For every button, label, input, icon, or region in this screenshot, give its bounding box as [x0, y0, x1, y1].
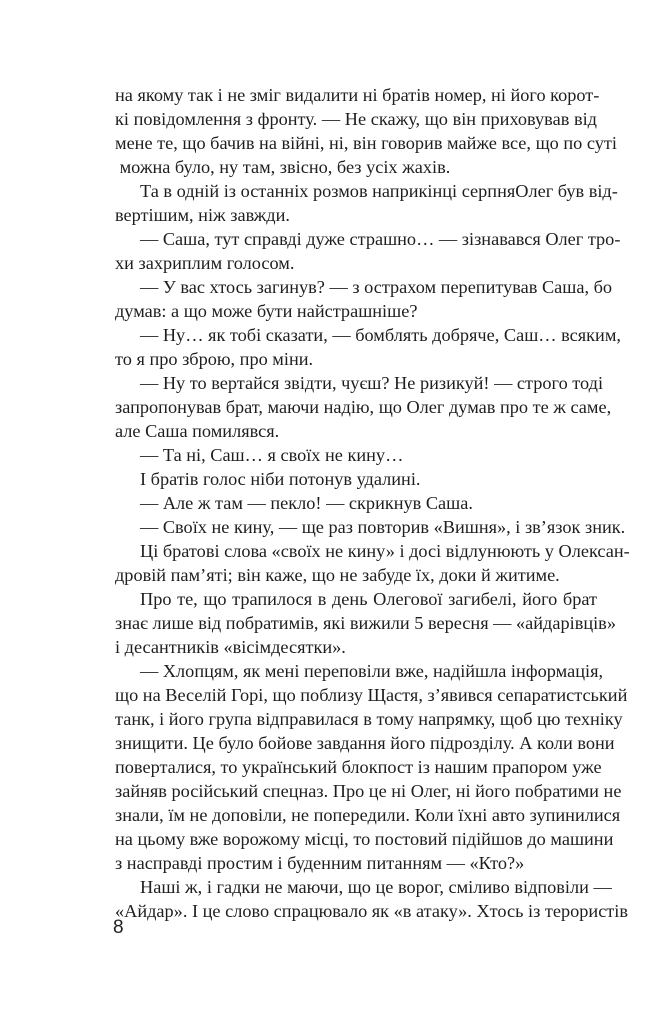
- text-line: думав: а що може бути найстрашніше?: [115, 301, 418, 321]
- text-line: але Саша помилявся.: [115, 421, 280, 441]
- text-line: на цьому вже ворожому місці, то постовий підійшов до машини: [115, 829, 614, 849]
- text-line: вертішим, ніж завжди.: [115, 205, 290, 225]
- text-line: то я про зброю, про міни.: [115, 349, 314, 369]
- text-line: Ці братові слова «своїх не кину» і досі відлунюють у Олексан-: [140, 541, 630, 561]
- text-line: кі повідомлення з фронту. — Не скажу, що він приховував від: [115, 109, 597, 129]
- text-line: хи захриплим голосом.: [115, 253, 295, 273]
- text-line: Про те, що трапилося в день Олегової загибелі, його брат: [140, 589, 597, 609]
- text-line: запропонував брат, маючи надію, що Олег думав про те ж саме,: [115, 397, 612, 417]
- text-line: — У вас хтось загинув? — з острахом перепитував Саша, бо: [140, 277, 613, 297]
- text-line: Наші ж, і гадки не маючи, що це ворог, сміливо відповіли —: [140, 877, 612, 897]
- text-line: — Саша, тут справді дуже страшно… — зізнавався Олег тро-: [140, 229, 621, 249]
- text-line: Та в одній із останніх розмов наприкінці серпняОлег був від-: [140, 181, 618, 201]
- text-line: можна було, ну там, звісно, без усіх жахів.: [115, 157, 451, 177]
- text-line: — Але ж там — пекло! — скрикнув Саша.: [140, 493, 473, 513]
- text-line: знає лише від побратимів, які вижили 5 вересня — «айдарівців»: [115, 613, 616, 633]
- text-line: мене те, що бачив на війні, ні, він говорив майже все, що по суті: [115, 133, 617, 153]
- text-line: — Ну то вертайся звідти, чуєш? Не ризикуй! — строго тоді: [140, 373, 604, 393]
- text-line: і десантників «вісімдесятки».: [115, 637, 346, 657]
- text-line: І братів голос ніби потонув удалині.: [140, 469, 421, 489]
- text-line: знали, їм не доповіли, не попередили. Коли їхні авто зупинилися: [115, 805, 621, 825]
- text-line: — Ну… як тобі сказати, — бомблять добряче, Саш… всяким,: [140, 325, 621, 345]
- text-line: дровій пам’яті; він каже, що не забуде їх, доки й житиме.: [115, 565, 560, 585]
- text-line: знищити. Це було бойове завдання його підрозділу. А коли вони: [115, 733, 615, 753]
- text-line: поверталися, то український блокпост із нашим прапором уже: [115, 757, 602, 777]
- text-line: танк, і його група відправилася в тому напрямку, щоб цю техніку: [115, 709, 623, 729]
- text-line: — Та ні, Саш… я своїх не кину…: [140, 445, 404, 465]
- text-line: що на Веселій Горі, що поблизу Щастя, з’явився сепаратистський: [115, 685, 628, 705]
- text-line: зайняв російський спецназ. Про це ні Олег, ні його побратими не: [115, 781, 622, 801]
- text-line: — Хлопцям, як мені переповіли вже, надійшла інформація,: [140, 661, 604, 681]
- page-number: 8: [113, 917, 124, 938]
- text-line: на якому так і не зміг видалити ні братів номер, ні його корот-: [115, 85, 600, 105]
- text-line: — Своїх не кину, — ще раз повторив «Вишня», і зв’язок зник.: [140, 517, 626, 537]
- text-line: з насправді простим і буденним питанням — «Кто?»: [115, 853, 525, 873]
- text-line: «Айдар». І це слово спрацювало як «в атаку». Хтось із терористів: [115, 901, 629, 921]
